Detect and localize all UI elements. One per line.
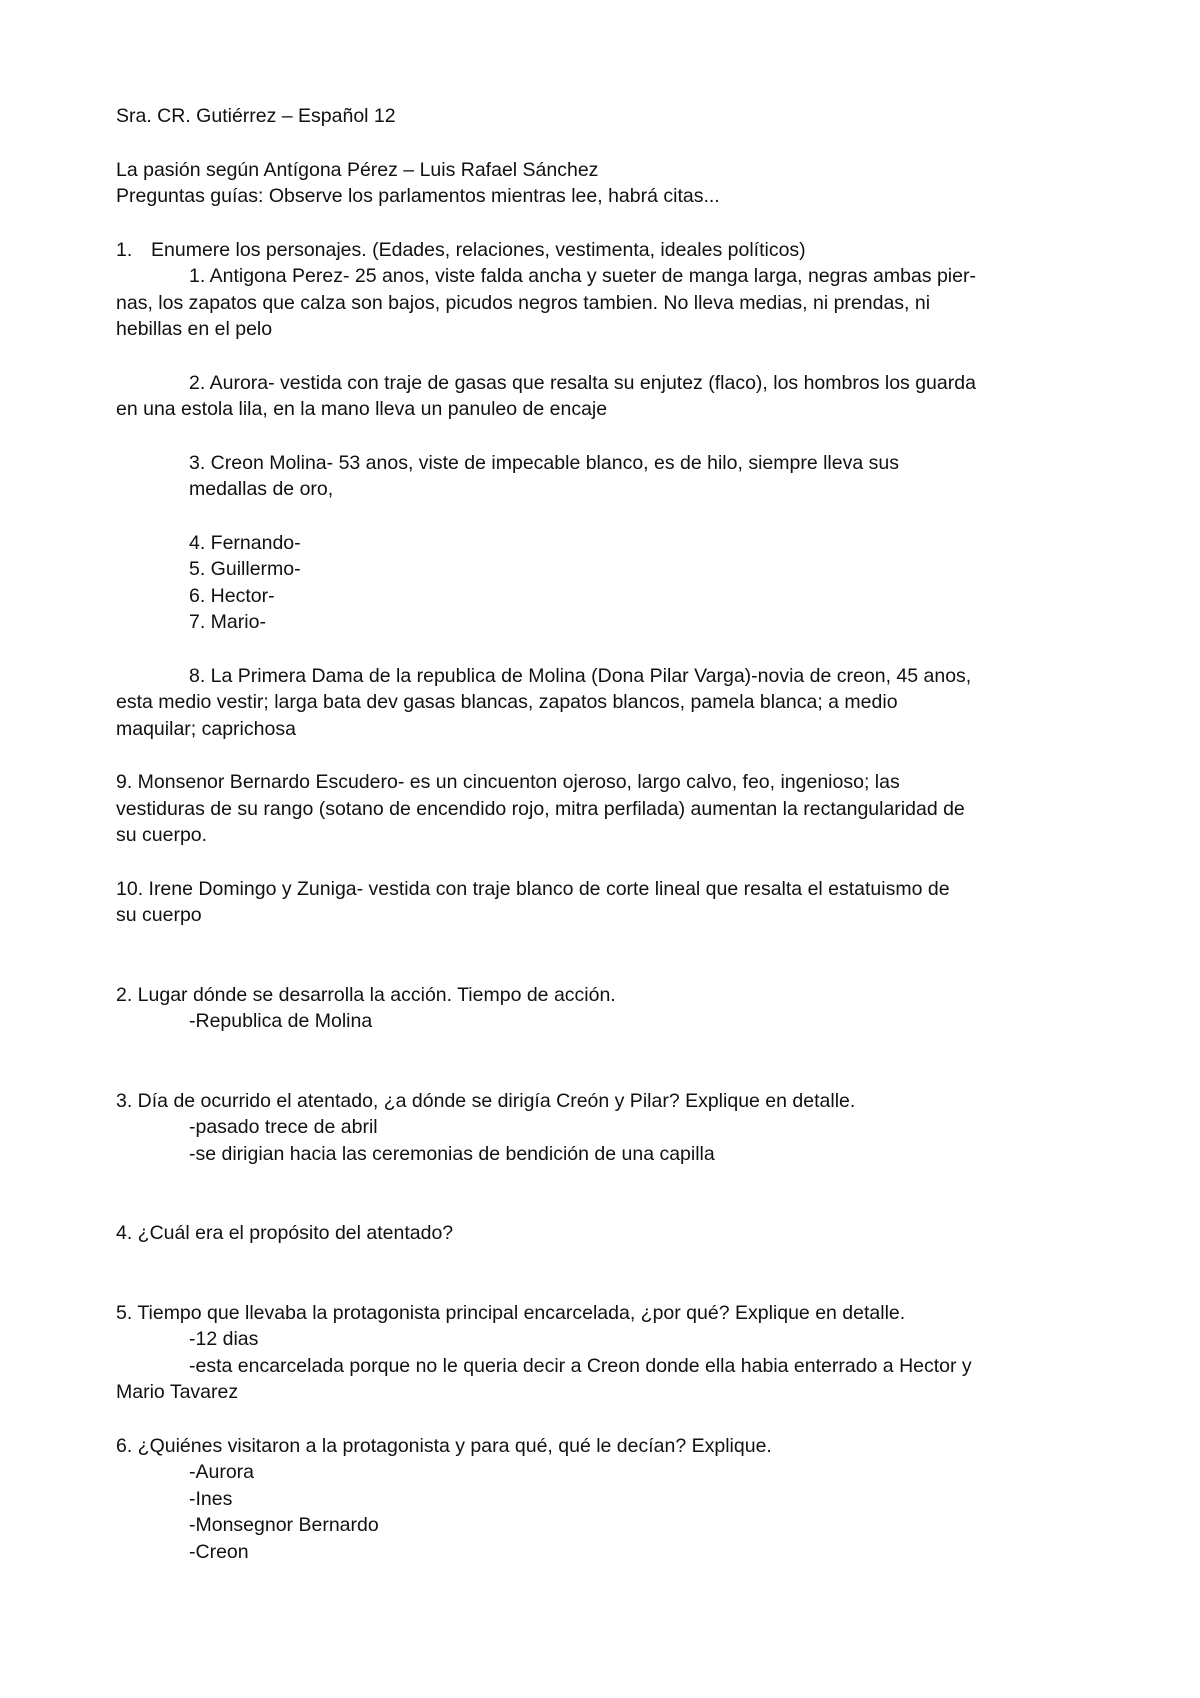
teacher-line: Sra. CR. Gutiérrez – Español 12 bbox=[116, 105, 396, 127]
answer-line: -12 dias bbox=[189, 1328, 259, 1350]
question-5 bbox=[116, 1300, 1096, 1406]
answer-line: Mario Tavarez bbox=[116, 1381, 239, 1403]
character-9-line: vestiduras de su rango (sotano de encendido rojo, mitra perfilada) aumentan la rectangularidad de bbox=[116, 797, 965, 820]
answer-line: -se dirigian hacia las ceremonias de bendición de una capilla bbox=[189, 1142, 715, 1165]
question-3 bbox=[116, 1088, 1096, 1168]
character-short-list bbox=[116, 530, 1096, 636]
character-1 bbox=[116, 263, 1096, 343]
character-9-line: 9. Monsenor Bernardo Escudero- es un cincuenton ojeroso, largo calvo, feo, ingenioso; las bbox=[116, 771, 900, 793]
question-5-text: 5. Tiempo que llevaba la protagonista principal encarcelada, ¿por qué? Explique en detalle. bbox=[116, 1301, 906, 1324]
character-10 bbox=[116, 876, 1096, 929]
question-2-text: 2. Lugar dónde se desarrolla la acción. Tiempo de acción. bbox=[116, 983, 616, 1006]
character-1-line: hebillas en el pelo bbox=[116, 318, 273, 340]
question-2 bbox=[116, 982, 1096, 1035]
character-3 bbox=[116, 450, 1096, 503]
character-8-line: 8. La Primera Dama de la republica de Molina (Dona Pilar Varga)-novia de creon, 45 anos, bbox=[189, 664, 972, 687]
question-6-text: 6. ¿Quiénes visitaron a la protagonista y para qué, qué le decían? Explique. bbox=[116, 1434, 772, 1457]
character-8-line: maquilar; caprichosa bbox=[116, 717, 296, 740]
document-page bbox=[116, 103, 1096, 1565]
answer-line: -Ines bbox=[189, 1487, 233, 1510]
character-4: 4. Fernando- bbox=[189, 531, 301, 554]
answer-line: -pasado trece de abril bbox=[189, 1116, 378, 1138]
question-3-text: 3. Día de ocurrido el atentado, ¿a dónde se dirigía Creón y Pilar? Explique en detalle. bbox=[116, 1089, 856, 1112]
character-10-line: 10. Irene Domingo y Zuniga- vestida con traje blanco de corte lineal que resalta el estatuismo de bbox=[116, 877, 950, 900]
character-9-line: su cuerpo. bbox=[116, 824, 208, 846]
question-4-text: 4. ¿Cuál era el propósito del atentado? bbox=[116, 1222, 454, 1244]
answer-line: -Aurora bbox=[189, 1461, 255, 1483]
character-3-line: 3. Creon Molina- 53 anos, viste de impecable blanco, es de hilo, siempre lleva sus bbox=[189, 451, 899, 474]
character-2-line: en una estola lila, en la mano lleva un panuleo de encaje bbox=[116, 398, 608, 420]
character-3-line: medallas de oro, bbox=[189, 478, 334, 500]
character-7: 7. Mario- bbox=[189, 611, 266, 633]
answer-line: -Monsegnor Bernardo bbox=[189, 1514, 379, 1536]
question-4 bbox=[116, 1220, 1096, 1247]
question-1-text: Enumere los personajes. (Edades, relaciones, vestimenta, ideales políticos) bbox=[151, 238, 806, 261]
character-8-line: esta medio vestir; larga bata dev gasas blancas, zapatos blancos, pamela blanca; a medio bbox=[116, 691, 898, 713]
question-1-number: 1. bbox=[116, 238, 133, 261]
guide-line: Preguntas guías: Observe los parlamentos mientras lee, habrá citas... bbox=[116, 185, 720, 207]
character-6: 6. Hector- bbox=[189, 584, 275, 607]
question-6 bbox=[116, 1433, 1096, 1566]
character-10-line: su cuerpo bbox=[116, 904, 202, 926]
character-1-line: nas, los zapatos que calza son bajos, picudos negros tambien. No lleva medias, ni prendas, ni bbox=[116, 291, 931, 314]
character-9 bbox=[116, 769, 1096, 849]
document-title: La pasión según Antígona Pérez – Luis Rafael Sánchez bbox=[116, 158, 599, 181]
answer-line: -Creon bbox=[189, 1540, 249, 1563]
answer-line: -esta encarcelada porque no le queria decir a Creon donde ella habia enterrado a Hector y bbox=[189, 1354, 972, 1377]
character-2-line: 2. Aurora- vestida con traje de gasas que resalta su enjutez (flaco), los hombros los guarda bbox=[189, 371, 976, 394]
character-2 bbox=[116, 370, 1096, 423]
question-1 bbox=[116, 237, 1096, 264]
character-8 bbox=[116, 663, 1096, 743]
character-1-line: 1. Antigona Perez- 25 anos, viste falda ancha y sueter de manga larga, negras ambas pier- bbox=[189, 265, 976, 287]
answer-line: -Republica de Molina bbox=[189, 1010, 373, 1032]
character-5: 5. Guillermo- bbox=[189, 558, 301, 580]
